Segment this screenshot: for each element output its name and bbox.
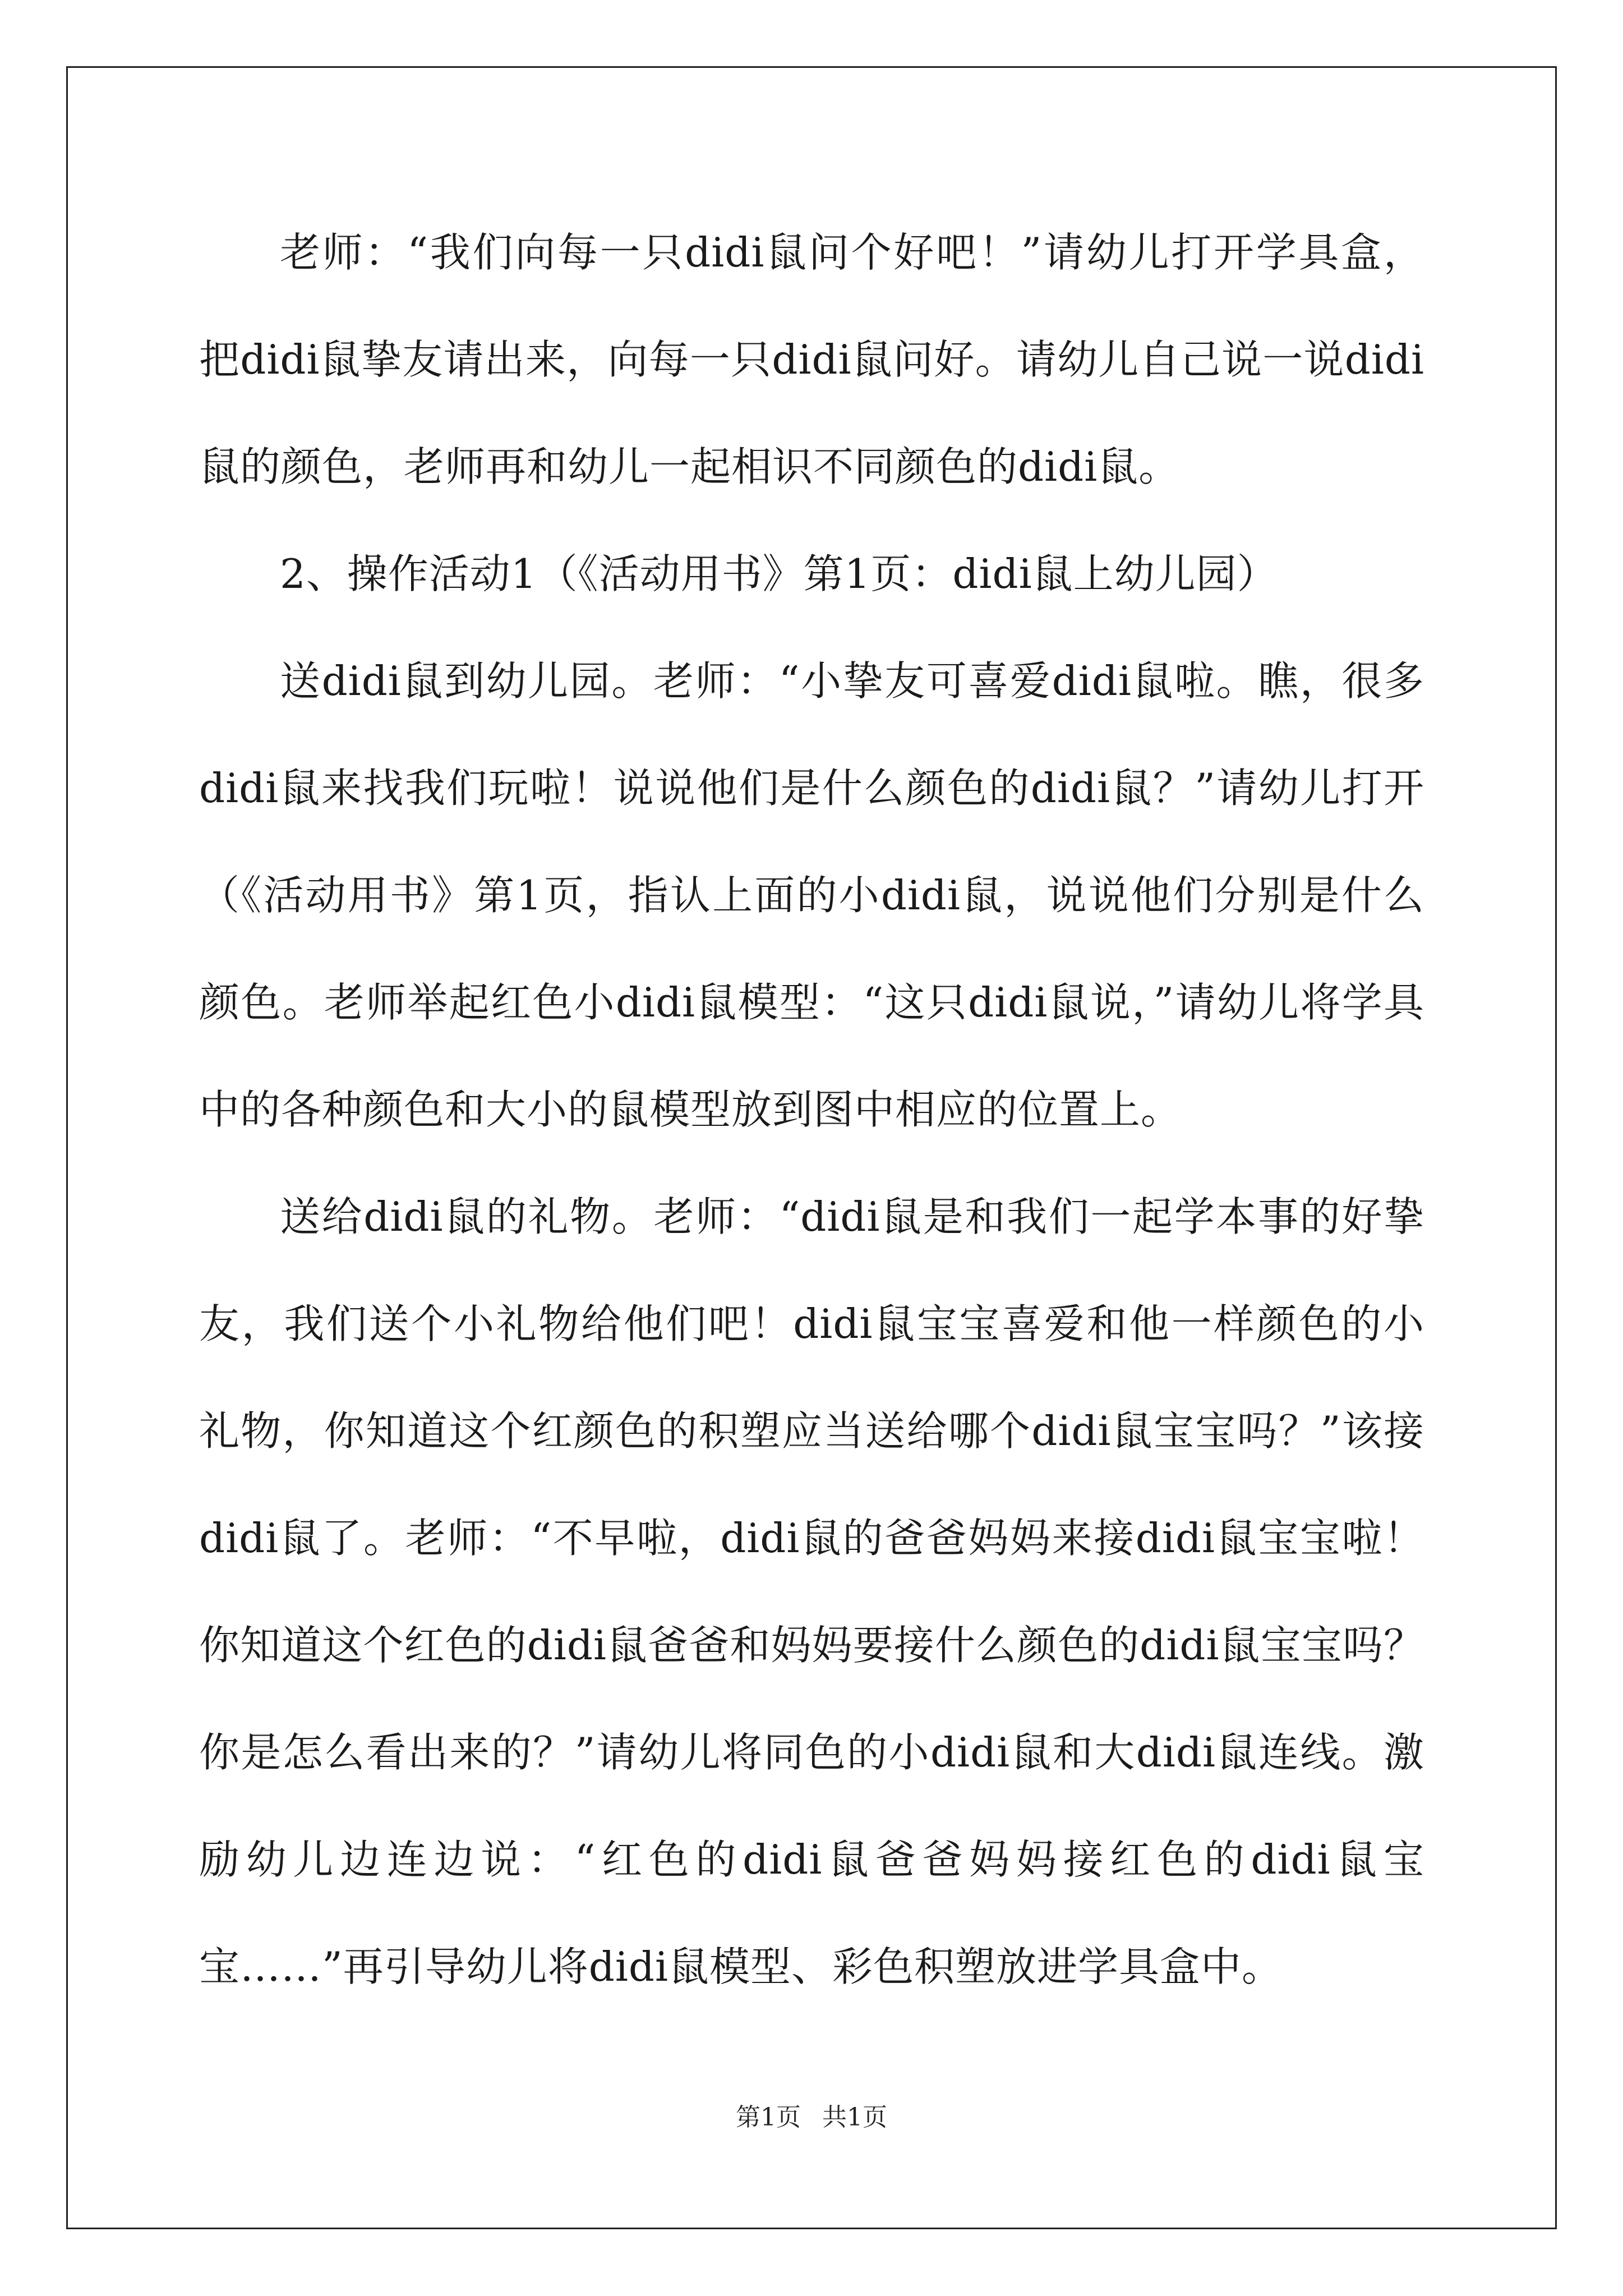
paragraph-greeting: 老师：“我们向每一只didi鼠问个好吧！”请幼儿打开学具盒，把didi鼠挚友请出来，向每一只didi鼠问好。请幼儿自己说一说didi鼠的颜色，老师再和幼儿一起相识不同颜色的didi鼠。: [199, 229, 1424, 490]
paragraph-send-to-kindergarten: 送didi鼠到幼儿园。老师：“小挚友可喜爱didi鼠啦。瞧，很多didi鼠来找我们玩啦！说说他们是什么颜色的didi鼠？”请幼儿打开（《活动用书》第1页，指认上面的小didi鼠，说说他们分别是什么颜色。老师举起红色小didi鼠模型：“这只didi鼠说，”请幼儿将学具中的各种颜色和大小的鼠模型放到图中相应的位置上。: [199, 657, 1424, 1133]
document-body: [199, 199, 1424, 2021]
paragraph-gift: 送给didi鼠的礼物。老师：“didi鼠是和我们一起学本事的好挚友，我们送个小礼物给他们吧！didi鼠宝宝喜爱和他一样颜色的小礼物，你知道这个红颜色的积塑应当送给哪个didi鼠宝宝吗？”该接didi鼠了。老师：“不早啦，didi鼠的爸爸妈妈来接didi鼠宝宝啦！你知道这个红色的didi鼠爸爸和妈妈要接什么颜色的didi鼠宝宝吗？你是怎么看出来的？”请幼儿将同色的小didi鼠和大didi鼠连线。激励幼儿边连边说：“红色的didi鼠爸爸妈妈接红色的didi鼠宝宝……”再引导幼儿将didi鼠模型、彩色积塑放进学具盒中。: [199, 1193, 1424, 1990]
page-number: 第1页: [736, 2103, 801, 2132]
page-footer: [0, 2101, 1623, 2134]
page-total: 共1页: [822, 2103, 887, 2132]
paragraph-activity-heading: 2、操作活动1（《活动用书》第1页：didi鼠上幼儿园）: [280, 550, 1278, 597]
